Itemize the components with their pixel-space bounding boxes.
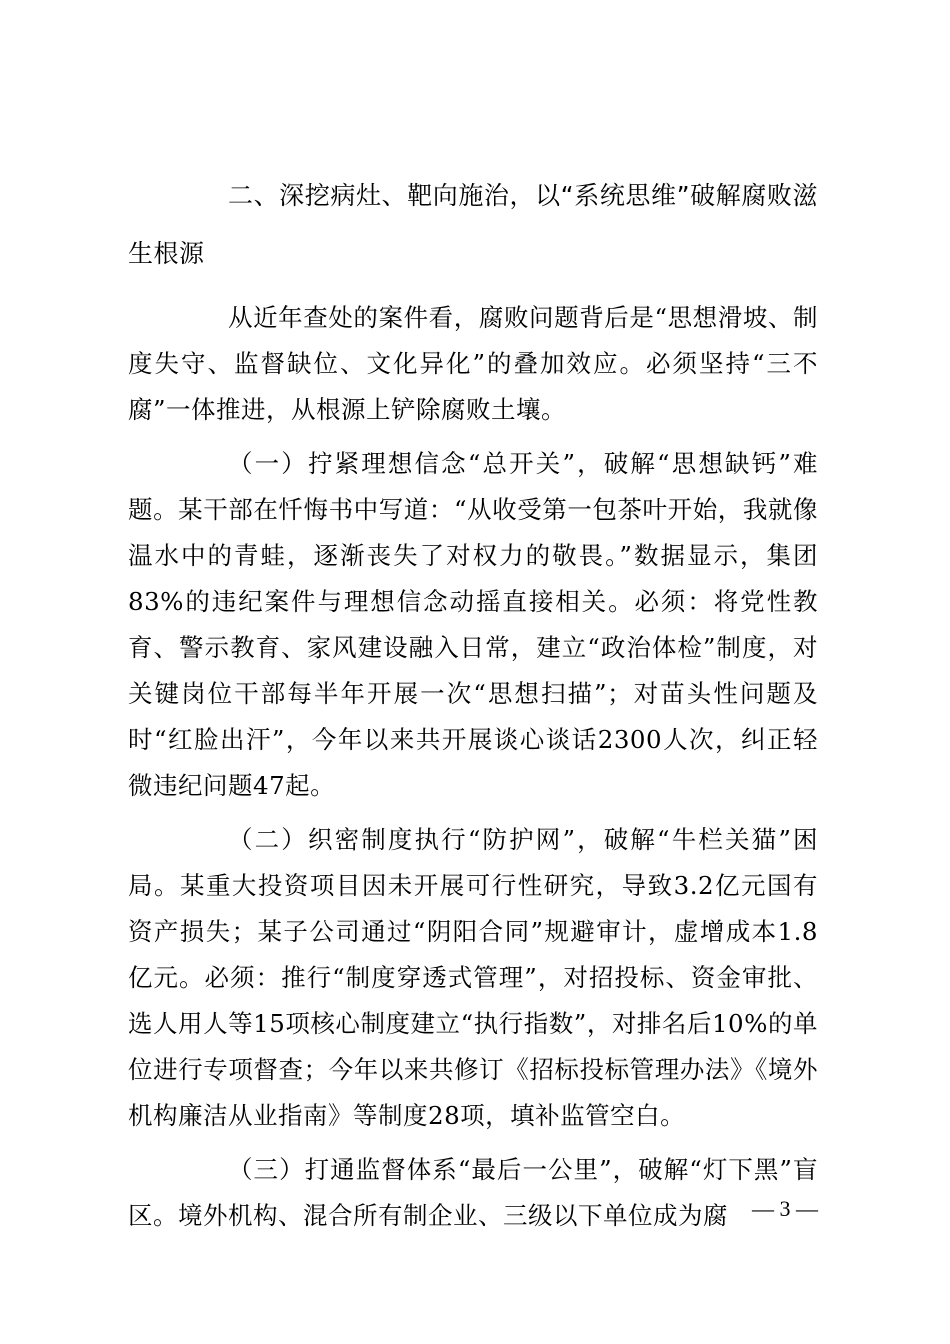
document-body (128, 167, 818, 1239)
paragraph-supervision: （三）打通监督体系“最后一公里”，破解“灯下黑”盲区。境外机构、混合所有制企业、三级以下单位成为腐 (128, 1155, 818, 1230)
paragraph-institutions: （二）织密制度执行“防护网”，破解“牛栏关猫”困局。某重大投资项目因未开展可行性研究，导致3.2亿元国有资产损失；某子公司通过“阴阳合同”规避审计，虚增成本1.8亿元。必须：推行“制度穿透式管理”，对招投标、资金审批、选人用人等15项核心制度建立“执行指数”，对排名后10%的单位进行专项督查；今年以来共修订《招标投标管理办法》《境外机构廉洁从业指南》等制度28项，填补监管空白。 (128, 825, 818, 1130)
paragraph-ideals: （一）拧紧理想信念“总开关”，破解“思想缺钙”难题。某干部在忏悔书中写道：“从收受第一包茶叶开始，我就像温水中的青蛙，逐渐丧失了对权力的敬畏。”数据显示，集团83%的违纪案件与理想信念动摇直接相关。必须：将党性教育、警示教育、家风建设融入日常，建立“政治体检”制度，对关键岗位干部每半年开展一次“思想扫描”；对苗头性问题及时“红脸出汗”，今年以来共开展谈心谈话2300人次，纠正轻微违纪问题47起。 (128, 449, 818, 800)
section-heading: 二、深挖病灶、靶向施治，以“系统思维”破解腐败滋生根源 (128, 181, 818, 268)
intro-paragraph: 从近年查处的案件看，腐败问题背后是“思想滑坡、制度失守、监督缺位、文化异化”的叠加效应。必须坚持“三不腐”一体推进，从根源上铲除腐败土壤。 (128, 303, 818, 424)
page-number: — 3 — (752, 1196, 818, 1221)
